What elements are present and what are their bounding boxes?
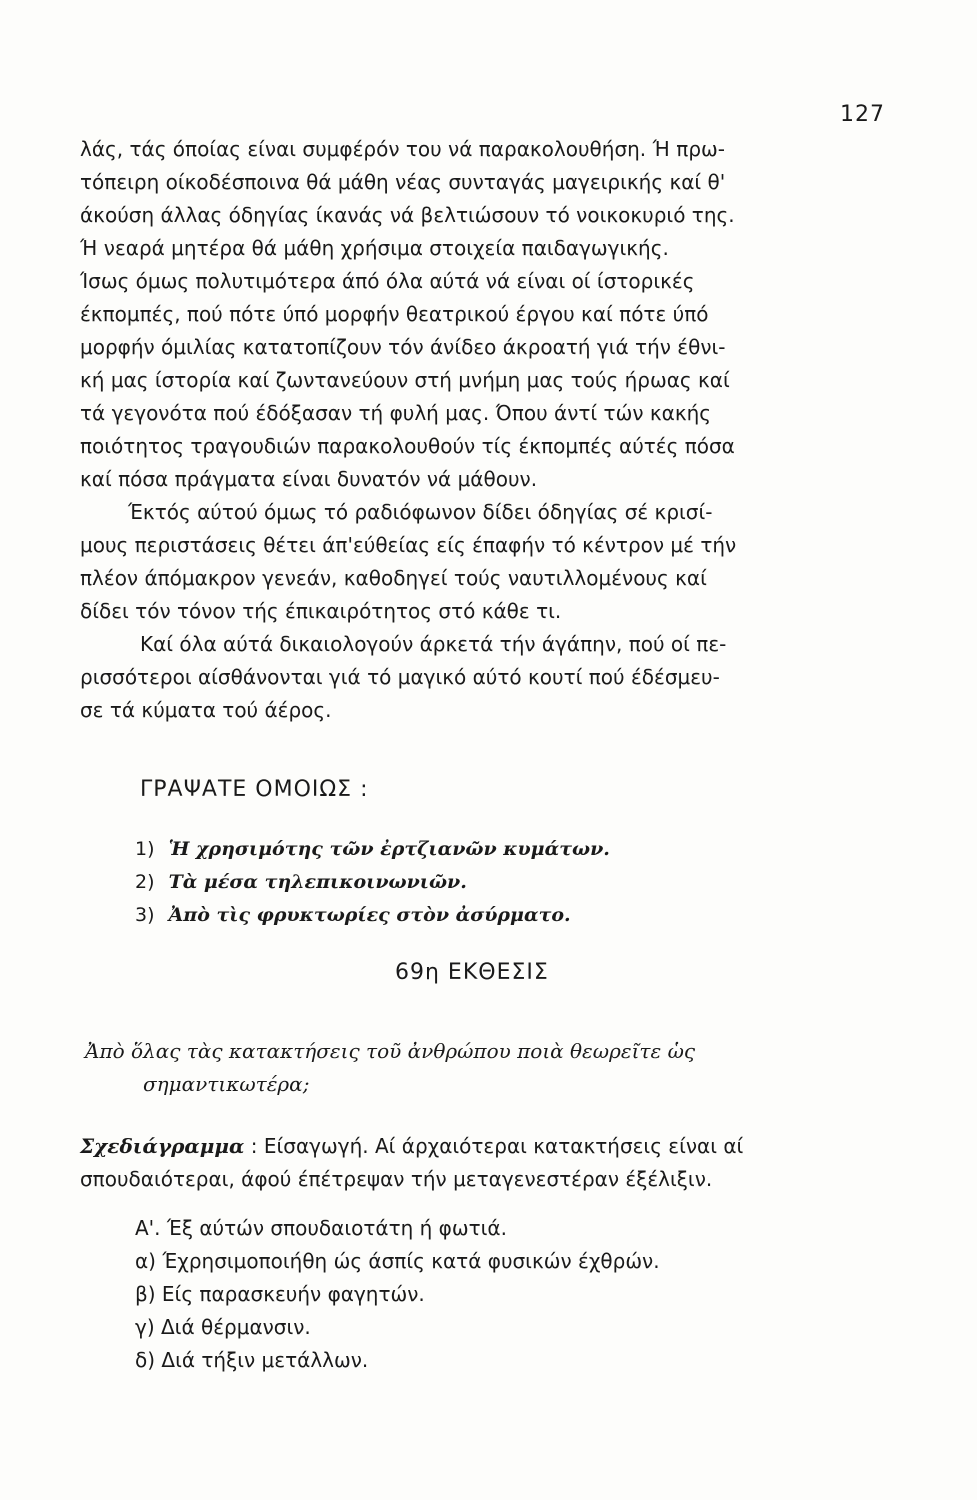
exercise-topic-list	[135, 833, 610, 932]
text-line: τόπειρη οίκοδέσποινα θά μάθη νέας συνταγάς μαγειρικής καί θ'	[80, 170, 726, 194]
topic-title: Τὰ μέσα τηλεπικοινωνιῶν.	[168, 871, 467, 893]
list-number: 2)	[135, 871, 155, 893]
outline-intro: : Είσαγωγή. Αί άρχαιότεραι κατακτήσεις είναι αί σπουδαιότεραι, άφού έπέτρεψαν τήν μεταγενεστέραν έξέλιξιν.	[80, 1134, 744, 1191]
page-number: 127	[840, 102, 885, 127]
question-line: σημαντικωτέρα;	[143, 1072, 310, 1096]
essay-question	[85, 1035, 900, 1101]
text-line: Καί όλα αύτά δικαιολογούν άρκετά τήν άγάπην, πού οί πε-	[140, 632, 727, 656]
text-line: λάς, τάς όποίας είναι συμφέρόν του νά παρακολουθήση. Ή πρω-	[80, 137, 725, 161]
essay-title: 69η ΕΚΘΕΣΙΣ	[395, 960, 549, 985]
list-item: Α'. Έξ αύτών σπουδαιοτάτη ή φωτιά.	[135, 1216, 507, 1240]
text-line: Ίσως όμως πολυτιμότερα άπό όλα αύτά νά είναι οί ίστορικές	[80, 269, 695, 293]
question-line: Ἀπὸ ὅλας τὰς κατακτήσεις τοῦ ἀνθρώπου ποιὰ θεωρεῖτε ὡς	[85, 1039, 696, 1063]
list-item: δ) Διά τήξιν μετάλλων.	[135, 1348, 369, 1372]
outline-list	[135, 1212, 660, 1377]
text-line: έκπομπές, πού πότε ύπό μορφήν θεατρικού έργου καί πότε ύπό	[80, 302, 709, 326]
text-line: Ή νεαρά μητέρα θά μάθη χρήσιμα στοιχεία παιδαγωγικής.	[80, 236, 669, 260]
exercise-heading: ΓΡΑΨΑΤΕ ΟΜΟΙΩΣ :	[140, 777, 369, 802]
text-line: άκούση άλλας όδηγίας ίκανάς νά βελτιώσουν τό νοικοκυριό της.	[80, 203, 735, 227]
outline-paragraph	[80, 1130, 900, 1196]
list-number: 1)	[135, 838, 155, 860]
text-line: καί πόσα πράγματα είναι δυνατόν νά μάθουν.	[80, 467, 538, 491]
text-line: πλέον άπόμακρον γενεάν, καθοδηγεί τούς ναυτιλλομένους καί	[80, 566, 707, 590]
text-line: μους περιστάσεις θέτει άπ'εύθείας είς έπαφήν τό κέντρον μέ τήν	[80, 533, 737, 557]
text-line: δίδει τόν τόνον τής έπικαιρότητος στό κάθε τι.	[80, 599, 562, 623]
text-line: ποιότητος τραγουδιών παρακολουθούν τίς έκπομπές αύτές πόσα	[80, 434, 735, 458]
list-item	[135, 899, 610, 932]
text-line: Έκτός αύτού όμως τό ραδιόφωνον δίδει όδηγίας σέ κρισί-	[128, 500, 713, 524]
paragraph-1	[80, 133, 910, 727]
list-item: β) Είς παρασκευήν φαγητών.	[135, 1282, 425, 1306]
text-line: τά γεγονότα πού έδόξασαν τή φυλή μας. Όπου άντί τών κακής	[80, 401, 712, 425]
list-number: 3)	[135, 904, 155, 926]
list-item	[135, 866, 610, 899]
list-item: γ) Διά θέρμανσιν.	[135, 1315, 311, 1339]
text-line: ρισσότεροι αίσθάνονται γιά τό μαγικό αύτό κουτί πού έδέσμευ-	[80, 665, 720, 689]
text-line: μορφήν όμιλίας κατατοπίζουν τόν άνίδεο άκροατή γιά τήν έθνι-	[80, 335, 726, 359]
list-item	[135, 833, 610, 866]
text-line: σε τά κύματα τού άέρος.	[80, 698, 332, 722]
text-line: κή μας ίστορία καί ζωντανεύουν στή μνήμη μας τούς ήρωας καί	[80, 368, 730, 392]
topic-title: Ἀπὸ τὶς φρυκτωρίες στὸν ἀσύρματο.	[168, 904, 571, 926]
outline-label: Σχεδιάγραμμα	[80, 1134, 245, 1158]
topic-title: Ἡ χρησιμότης τῶν ἐρτζιανῶν κυμάτων.	[168, 838, 610, 860]
list-item: α) Έχρησιμοποιήθη ώς άσπίς κατά φυσικών έχθρών.	[135, 1249, 660, 1273]
